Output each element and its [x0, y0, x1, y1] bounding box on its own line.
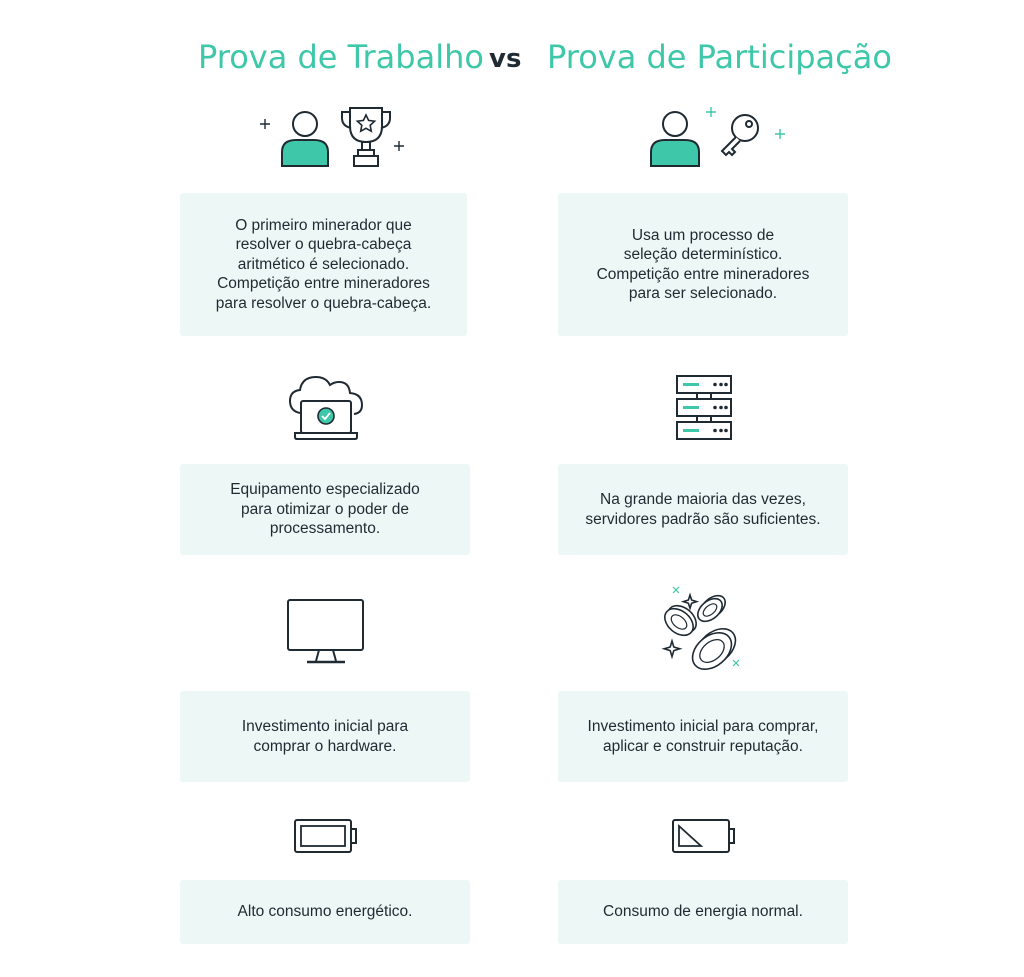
cloud-laptop-icon	[288, 373, 364, 443]
pow-selection-card	[180, 193, 467, 336]
pos-energy-card	[558, 880, 848, 944]
pos-selection-card	[558, 193, 848, 336]
coins-icon	[662, 585, 744, 671]
pow-equipment-card	[180, 464, 470, 555]
pow-selection-text: O primeiro minerador que resolver o quebra-cabeça aritmético é selecionado. Competição entre mineradores para resolver o quebra-cabeça.	[215, 216, 432, 312]
pos-investment-card	[558, 691, 848, 782]
server-stack-icon	[675, 374, 733, 446]
miner-trophy-icon	[256, 104, 416, 170]
pow-title: Prova de Trabalho	[198, 38, 484, 76]
pos-energy-text: Consumo de energia normal.	[603, 903, 803, 921]
pos-selection-text: Usa um processo de seleção determinístico. Competição entre mineradores para ser selecionado.	[596, 226, 810, 302]
battery-full-icon	[293, 818, 359, 856]
monitor-icon	[286, 598, 366, 666]
pos-equipment-card	[558, 464, 848, 555]
pos-investment-text: Investimento inicial para comprar, aplicar e construir reputação.	[587, 718, 819, 755]
pow-energy-text: Alto consumo energético.	[237, 903, 413, 921]
pow-energy-card	[180, 880, 470, 944]
battery-low-icon	[671, 818, 737, 856]
user-key-icon	[647, 104, 792, 170]
vs-label: vs	[489, 44, 522, 74]
pow-investment-card	[180, 691, 470, 782]
pow-investment-text: Investimento inicial para comprar o hardware.	[241, 718, 409, 755]
pos-equipment-text: Na grande maioria das vezes, servidores padrão são suficientes.	[585, 491, 821, 528]
pow-equipment-text: Equipamento especializado para otimizar o poder de processamento.	[230, 481, 420, 538]
pos-title: Prova de Participação	[547, 38, 892, 76]
